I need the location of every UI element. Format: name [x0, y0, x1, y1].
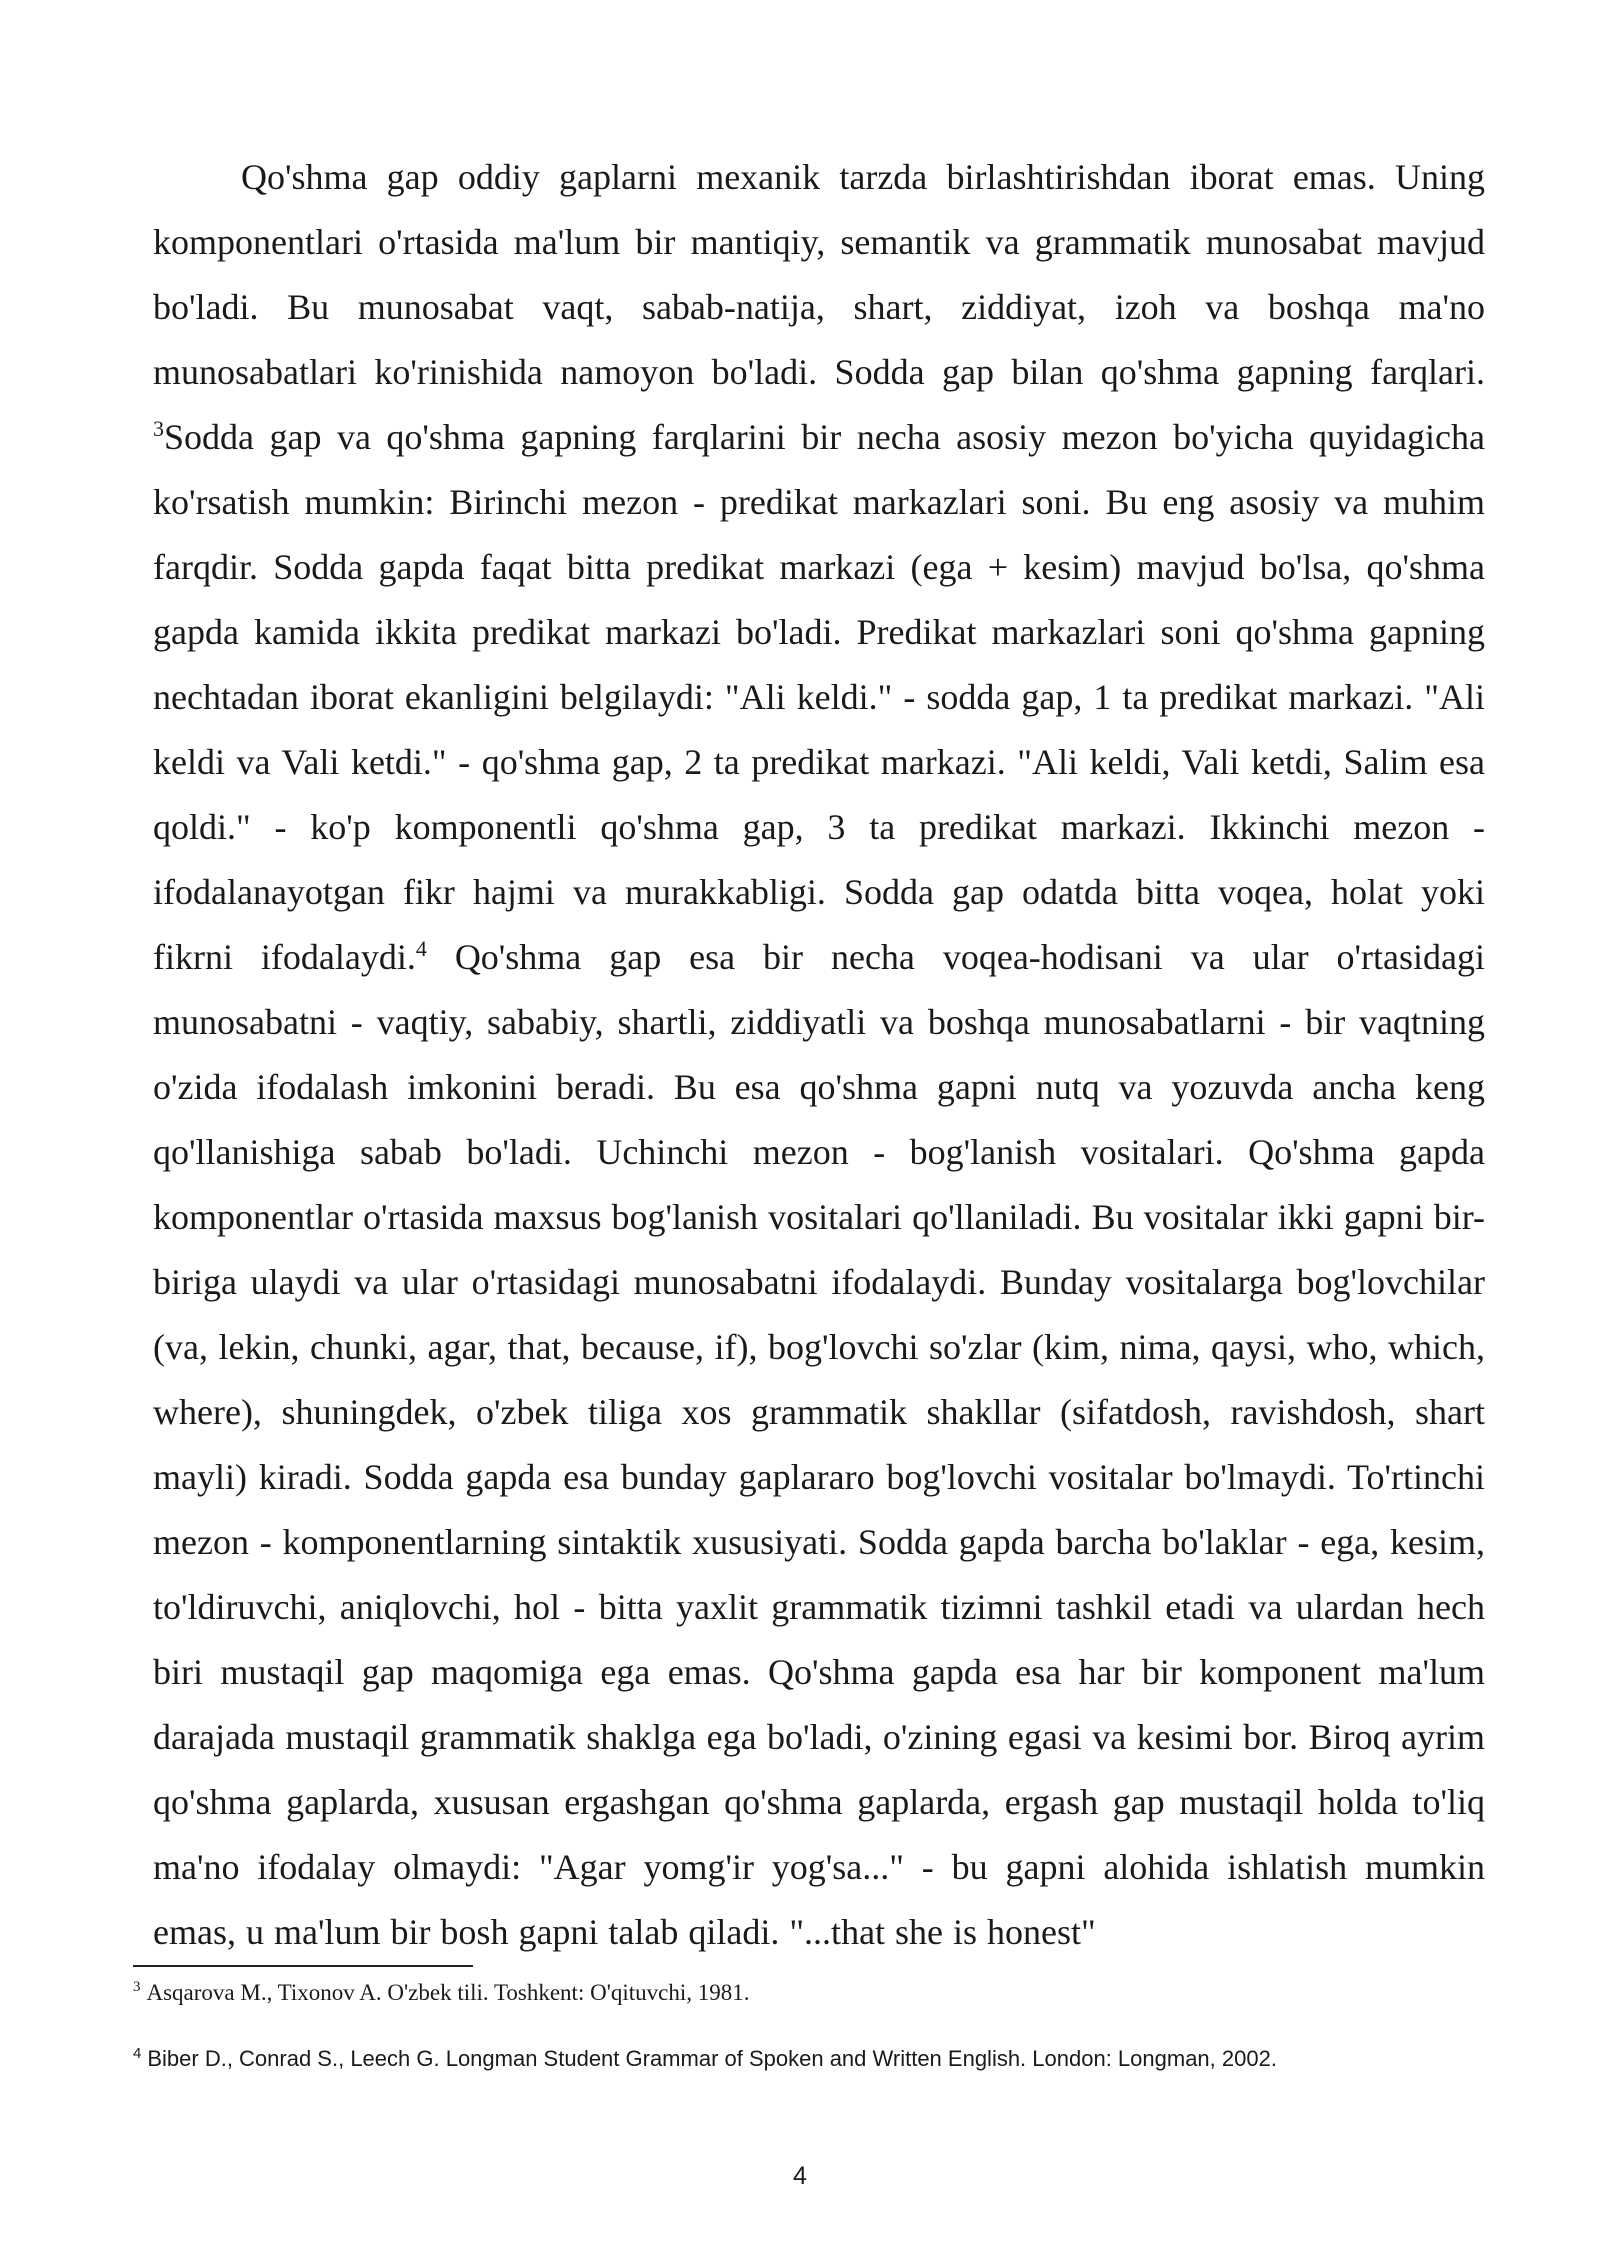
footnote-4	[133, 2044, 1513, 2074]
page-number: 4	[793, 2162, 807, 2190]
footnote-ref-3[interactable]: 3	[153, 416, 164, 441]
footnote-text-3: Asqarova M., Tixonov A. O'zbek tili. Toshkent: O'qituvchi, 1981.	[146, 1980, 750, 2005]
body-paragraph	[153, 145, 1485, 1965]
body-text-part-1: Qo'shma gap oddiy gaplarni mexanik tarzda birlashtirishdan iborat emas. Uning komponentlari o'rtasida ma'lum bir mantiqiy, semantik va grammatik munosabat mavjud bo'ladi. Bu munosabat vaqt, sabab-natija, shart, ziddiyat, izoh va boshqa ma'no munosabatlari ko'rinishida namoyon bo'ladi. Sodda gap bilan qo'shma gapning farqlari.	[153, 157, 1485, 392]
footnote-separator	[133, 1965, 473, 1967]
body-text-part-2: Sodda gap va qo'shma gapning farqlarini bir necha asosiy mezon bo'yicha quyidagicha ko'rsatish mumkin: Birinchi mezon - predikat markazlari soni. Bu eng asosiy va muhim farqdir. Sodda gapda faqat bitta predikat markazi (ega + kesim) mavjud bo'lsa, qo'shma gapda kamida ikkita predikat markazi bo'ladi. Predikat markazlari soni qo'shma gapning nechtadan iborat ekanligini belgilaydi: "Ali keldi." - sodda gap, 1 ta predikat markazi. "Ali keldi va Vali ketdi." - qo'shma gap, 2 ta predikat markazi. "Ali keldi, Vali ketdi, Salim esa qoldi." - ko'p komponentli qo'shma gap, 3 ta predikat markazi. Ikkinchi mezon - ifodalanayotgan fikr hajmi va murakkabligi. Sodda gap odatda bitta voqea, holat yoki fikrni ifodalaydi.	[153, 417, 1485, 977]
footnote-text-4: Biber D., Conrad S., Leech G. Longman Student Grammar of Spoken and Written English. London: Longman, 2002.	[147, 2046, 1277, 2071]
footnote-3	[133, 1978, 1513, 2008]
footnote-mark-4: 4	[133, 2044, 142, 2062]
footnote-mark-3: 3	[133, 1979, 141, 1996]
footnote-ref-4[interactable]: 4	[415, 936, 427, 961]
body-text-part-3: Qo'shma gap esa bir necha voqea-hodisani va ular o'rtasidagi munosabatni - vaqtiy, sababiy, shartli, ziddiyatli va boshqa munosabatlarni - bir vaqtning o'zida ifodalash imkonini beradi. Bu esa qo'shma gapni nutq va yozuvda ancha keng qo'llanishiga sabab bo'ladi. Uchinchi mezon - bog'lanish vositalari. Qo'shma gapda komponentlar o'rtasida maxsus bog'lanish vositalari qo'llaniladi. Bu vositalar ikki gapni bir-biriga ulaydi va ular o'rtasidagi munosabatni ifodalaydi. Bunday vositalarga bog'lovchilar (va, lekin, chunki, agar, that, because, if), bog'lovchi so'zlar (kim, nima, qaysi, who, which, where), shuningdek, o'zbek tiliga xos grammatik shakllar (sifatdosh, ravishdosh, shart mayli) kiradi. Sodda gapda esa bunday gaplararo bog'lovchi vositalar bo'lmaydi. To'rtinchi mezon - komponentlarning sintaktik xususiyati. Sodda gapda barcha bo'laklar - ega, kesim, to'ldiruvchi, aniqlovchi, hol - bitta yaxlit grammatik tizimni tashkil etadi va ulardan hech biri mustaqil gap maqomiga ega emas. Qo'shma gapda esa har bir komponent ma'lum darajada mustaqil grammatik shaklga ega bo'ladi, o'zining egasi va kesimi bor. Biroq ayrim qo'shma gaplarda, xususan ergashgan qo'shma gaplarda, ergash gap mustaqil holda to'liq ma'no ifodalay olmaydi: "Agar yomg'ir yog'sa..." - bu gapni alohida ishlatish mumkin emas, u ma'lum bir bosh gapni talab qiladi. "...that she is honest"	[153, 937, 1485, 1952]
